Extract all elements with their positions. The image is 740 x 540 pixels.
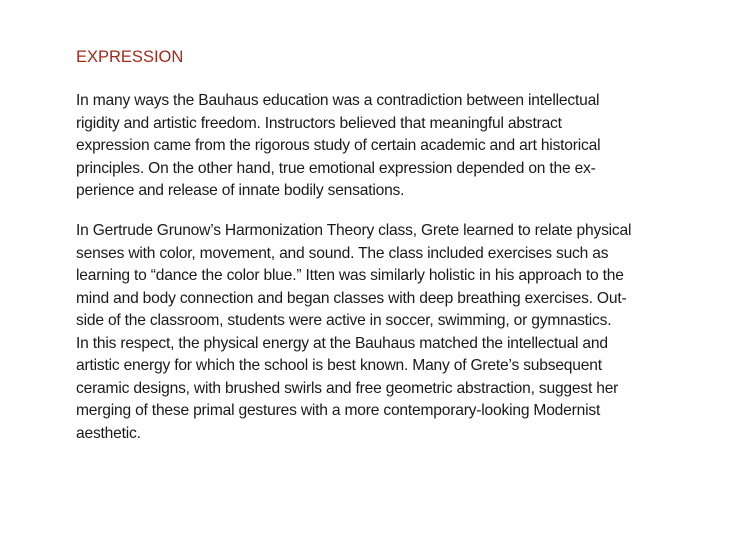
paragraph-line: senses with color, movement, and sound. The class included exercises such as <box>76 244 609 262</box>
paragraph-line: ceramic designs, with brushed swirls and free geometric abstraction, suggest her <box>76 379 619 397</box>
paragraph-line: expression came from the rigorous study of certain academic and art historical <box>76 137 601 154</box>
paragraph-line: rigidity and artistic freedom. Instructors believed that meaningful abstract <box>76 114 562 132</box>
paragraph-line: principles. On the other hand, true emotional expression depended on the ex- <box>76 159 596 177</box>
paragraph-line: merging of these primal gestures with a more contemporary-looking Modernist <box>76 402 601 419</box>
paragraph-line: mind and body connection and began classes with deep breathing exercises. Out- <box>76 289 627 307</box>
paragraph-line: perience and release of innate bodily sensations. <box>76 182 405 199</box>
paragraph-2 <box>76 220 688 445</box>
paragraph-line: side of the classroom, students were active in soccer, swimming, or gymnastics. <box>76 312 612 329</box>
paragraph-line: learning to “dance the color blue.” Itten was similarly holistic in his approach to the <box>76 267 624 284</box>
paragraph-line: aesthetic. <box>76 424 141 442</box>
paragraph-line: In many ways the Bauhaus education was a contradiction between intellectual <box>76 92 600 109</box>
paragraph-line: In this respect, the physical energy at the Bauhaus matched the intellectual and <box>76 334 608 352</box>
paragraph-line: artistic energy for which the school is best known. Many of Grete’s subsequent <box>76 357 602 374</box>
paragraph-line: In Gertrude Grunow’s Harmonization Theory class, Grete learned to relate physical <box>76 222 632 239</box>
section-heading: EXPRESSION <box>76 48 184 66</box>
paragraph-1 <box>76 90 688 203</box>
document-page <box>76 0 688 540</box>
